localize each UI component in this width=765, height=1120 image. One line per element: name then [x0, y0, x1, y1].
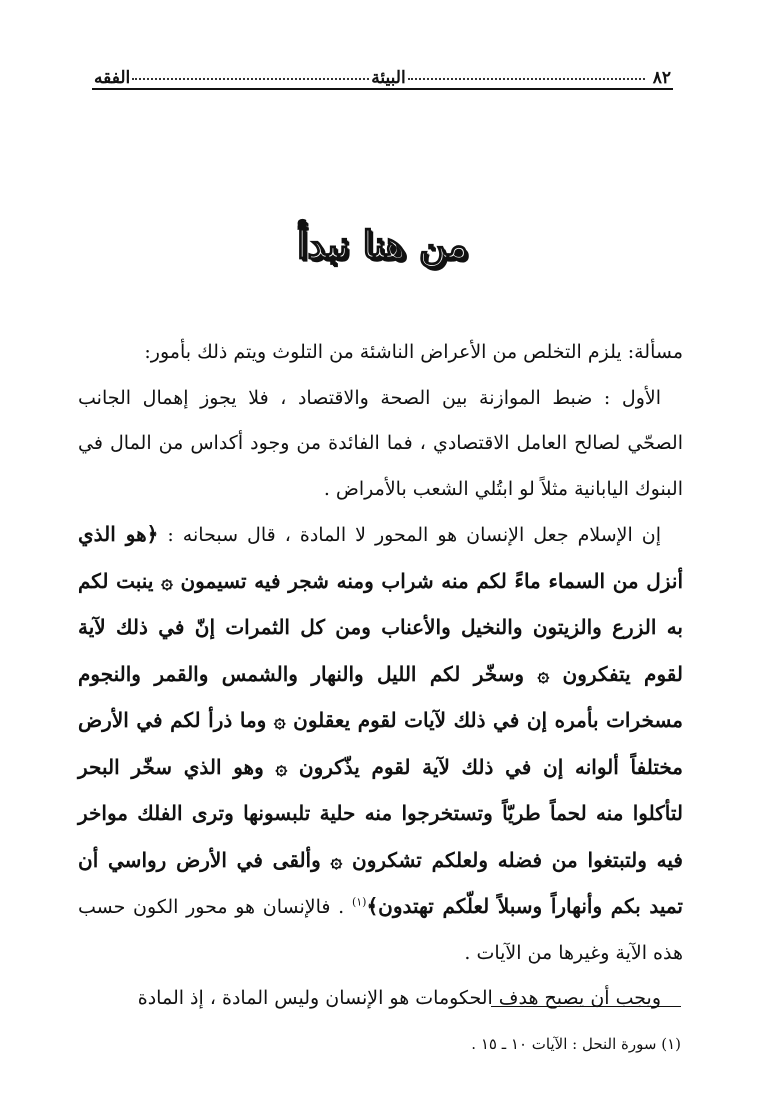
footnote: (١) سورة النحل : الآيات ١٠ ـ ١٥ . — [471, 1035, 681, 1053]
paragraph-quran — [78, 512, 683, 976]
paragraph-governments: ويجب أن يصبح هدف الحكومات هو الإنسان وليس المادة ، إذ المادة — [137, 987, 661, 1009]
paragraph-conclusion: . فالإنسان هو محور الكون حسب هذه الآية وغيرها من الآيات . — [78, 896, 683, 964]
paragraph-first-point: الأول : ضبط الموازنة بين الصحة والاقتصاد ، فلا يجوز إهمال الجانب الصحّي لصالح العامل الاقتصادي ، فما الفائدة من وجود أكداس من المال في البنوك اليابانية مثلاً لو ابتُلي الشعب بالأمراض . — [78, 386, 683, 500]
header-section: البيئة — [371, 68, 406, 88]
paragraph-issue: مسألة: يلزم التخلص من الأعراض الناشئة من التلوث ويتم ذلك بأمور: — [144, 341, 683, 363]
header-leader-dots — [408, 78, 645, 80]
body-text — [78, 330, 683, 1022]
page-number: ٨٢ — [652, 68, 671, 88]
footnote-reference: (١) — [351, 895, 367, 909]
quran-verses: ﴿هو الذي أنزل من السماء ماءً لكم منه شراب ومنه شجر فيه تسيمون ۞ ينبت لكم به الزرع والزيتون والنخيل والأعناب ومن كل الثمرات إنّ في ذلك لآية لقوم يتفكرون ۞ وسخّر لكم الليل والنهار والشمس والقمر والنجوم مسخرات بأمره إن في ذلك لآيات لقوم يعقلون ۞ وما ذرأ لكم في الأرض مختلفاً ألوانه إن في ذلك لآية لقوم يذّكرون ۞ وهو الذي سخّر البحر لتأكلوا منه لحماً طريّاً وتستخرجوا منه حلية تلبسونها وترى الفلك مواخر فيه ولتبتغوا من فضله ولعلكم تشكرون ۞ وألقى في الأرض رواسي أن تميد بكم وأنهاراً وسبلاً لعلّكم تهتدون﴾ — [78, 522, 683, 918]
quran-intro: إن الإسلام جعل الإنسان هو المحور لا المادة ، قال سبحانه : — [167, 524, 662, 546]
header-book: الفقه — [94, 68, 131, 88]
running-header — [92, 58, 673, 90]
footnote-separator — [491, 1006, 681, 1007]
header-leader-dots — [132, 78, 369, 80]
chapter-title: من هنا نبدأ — [296, 222, 469, 267]
